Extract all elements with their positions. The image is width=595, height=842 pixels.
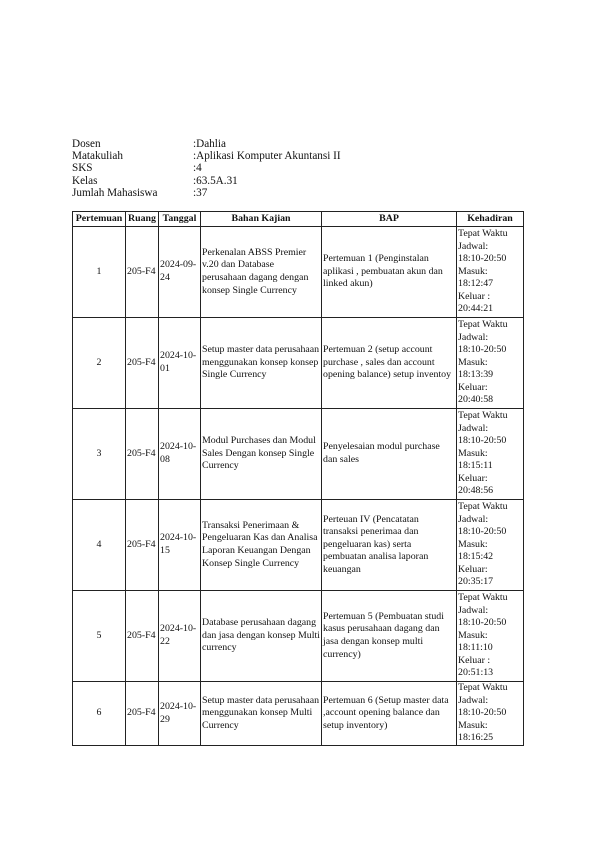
kehadiran-line: Masuk:: [458, 629, 488, 641]
info-row-sks: [72, 162, 341, 174]
cell-bahan-kajian: Perkenalan ABSS Premier v.20 dan Database perusahaan dagang dengan konsep Single Currency: [201, 227, 322, 318]
kehadiran-line: Jadwal:: [458, 422, 489, 434]
table-row: [73, 318, 524, 409]
kehadiran-line: 20:51:13: [458, 667, 494, 679]
kehadiran-line: Tepat Waktu: [458, 227, 508, 239]
header-bahan-kajian: Bahan Kajian: [201, 212, 322, 227]
kehadiran-line: Masuk:: [458, 538, 488, 550]
cell-bahan-kajian: Setup master data perusahaan menggunakan konsep Multi Currency: [201, 682, 322, 746]
info-row-jumlah-mahasiswa: [72, 187, 341, 199]
cell-kehadiran: [457, 409, 524, 500]
kehadiran-line: Jadwal:: [458, 513, 489, 525]
header-pertemuan: Pertemuan: [73, 212, 126, 227]
kehadiran-line: Masuk:: [458, 719, 488, 731]
kehadiran-line: Keluar:: [458, 381, 488, 393]
cell-ruang: 205-F4: [126, 318, 159, 409]
table-row: [73, 227, 524, 318]
cell-kehadiran: [457, 500, 524, 591]
kehadiran-line: Keluar:: [458, 563, 488, 575]
attendance-table: [72, 211, 524, 746]
kehadiran-line: 20:44:21: [458, 303, 494, 315]
table-row: [73, 682, 524, 746]
table-row: [73, 500, 524, 591]
kehadiran-line: 18:16:25: [458, 732, 494, 744]
kehadiran-line: Masuk:: [458, 356, 488, 368]
kehadiran-line: 18:10-20:50: [458, 617, 507, 629]
cell-pertemuan: 4: [73, 500, 126, 591]
cell-bap: Pertemuan 2 (setup account purchase , sales dan account opening balance) setup inventoy: [322, 318, 457, 409]
kehadiran-line: 18:13:39: [458, 369, 494, 381]
kehadiran-line: Tepat Waktu: [458, 318, 508, 330]
kehadiran-line: 18:12:47: [458, 278, 494, 290]
info-value: :Aplikasi Komputer Akuntansi II: [193, 150, 341, 163]
info-row-matakuliah: [72, 150, 341, 162]
info-label: Matakuliah: [72, 150, 123, 163]
header-kehadiran: Kehadiran: [457, 212, 524, 227]
kehadiran-line: Jadwal:: [458, 240, 489, 252]
kehadiran-line: 18:10-20:50: [458, 344, 507, 356]
kehadiran-line: Masuk:: [458, 265, 488, 277]
cell-pertemuan: 3: [73, 409, 126, 500]
table-row: [73, 409, 524, 500]
cell-tanggal: 2024-10-29: [159, 682, 201, 746]
cell-kehadiran: [457, 227, 524, 318]
cell-ruang: 205-F4: [126, 227, 159, 318]
cell-bahan-kajian: Modul Purchases dan Modul Sales Dengan konsep Single Currency: [201, 409, 322, 500]
cell-pertemuan: 2: [73, 318, 126, 409]
kehadiran-line: 18:10-20:50: [458, 707, 507, 719]
info-value: :37: [193, 186, 208, 199]
kehadiran-line: Masuk:: [458, 447, 488, 459]
info-label: Kelas: [72, 174, 98, 187]
kehadiran-line: Keluar:: [458, 472, 488, 484]
info-value: :63.5A.31: [193, 174, 238, 187]
cell-bap: Pertemuan 5 (Pembuatan studi kasus perusahaan dagang dan jasa dengan konsep multi currency): [322, 591, 457, 682]
cell-bap: Penyelesaian modul purchase dan sales: [322, 409, 457, 500]
cell-bap: Pertemuan 6 (Setup master data ,account opening balance dan setup inventory): [322, 682, 457, 746]
kehadiran-line: 18:10-20:50: [458, 253, 507, 265]
kehadiran-line: 18:15:11: [458, 460, 493, 472]
cell-pertemuan: 1: [73, 227, 126, 318]
info-value: :4: [193, 162, 202, 175]
kehadiran-line: 18:10-20:50: [458, 526, 507, 538]
kehadiran-line: Jadwal:: [458, 604, 489, 616]
cell-kehadiran: [457, 318, 524, 409]
cell-kehadiran: [457, 682, 524, 746]
info-row-kelas: [72, 175, 341, 187]
kehadiran-line: 18:10-20:50: [458, 435, 507, 447]
kehadiran-line: Keluar :: [458, 654, 491, 666]
header-tanggal: Tanggal: [159, 212, 201, 227]
info-label: Dosen: [72, 138, 101, 150]
cell-bahan-kajian: Setup master data perusahaan menggunakan konsep konsep Single Currency: [201, 318, 322, 409]
info-label: Jumlah Mahasiswa: [72, 186, 158, 199]
kehadiran-line: Tepat Waktu: [458, 682, 508, 694]
kehadiran-line: 20:48:56: [458, 485, 494, 497]
info-row-dosen: [72, 138, 341, 150]
course-info: [72, 138, 341, 199]
kehadiran-line: Tepat Waktu: [458, 591, 508, 603]
cell-bap: Perteuan IV (Pencatatan transaksi penerimaa dan pengeluaran kas) serta pembuatan analisa laporan keuangan: [322, 500, 457, 591]
kehadiran-line: Tepat Waktu: [458, 409, 508, 421]
cell-ruang: 205-F4: [126, 500, 159, 591]
kehadiran-line: 18:11:10: [458, 642, 493, 654]
header-bap: BAP: [322, 212, 457, 227]
kehadiran-line: Jadwal:: [458, 694, 489, 706]
cell-tanggal: 2024-10-22: [159, 591, 201, 682]
cell-ruang: 205-F4: [126, 409, 159, 500]
cell-tanggal: 2024-10-15: [159, 500, 201, 591]
cell-bahan-kajian: Database perusahaan dagang dan jasa dengan konsep Multi currency: [201, 591, 322, 682]
cell-pertemuan: 6: [73, 682, 126, 746]
cell-tanggal: 2024-10-08: [159, 409, 201, 500]
table-body: [73, 227, 524, 746]
header-ruang: Ruang: [126, 212, 159, 227]
cell-ruang: 205-F4: [126, 591, 159, 682]
kehadiran-line: Jadwal:: [458, 331, 489, 343]
table-header-row: [73, 212, 524, 227]
info-value: :Dahlia: [193, 138, 226, 150]
cell-tanggal: 2024-10-01: [159, 318, 201, 409]
cell-bahan-kajian: Transaksi Penerimaan & Pengeluaran Kas dan Analisa Laporan Keuangan Dengan Konsep Single Currency: [201, 500, 322, 591]
cell-bap: Pertemuan 1 (Penginstalan aplikasi , pembuatan akun dan linked akun): [322, 227, 457, 318]
cell-kehadiran: [457, 591, 524, 682]
cell-tanggal: 2024-09-24: [159, 227, 201, 318]
table-row: [73, 591, 524, 682]
kehadiran-line: Keluar :: [458, 290, 491, 302]
cell-ruang: 205-F4: [126, 682, 159, 746]
kehadiran-line: Tepat Waktu: [458, 500, 508, 512]
kehadiran-line: 20:40:58: [458, 394, 494, 406]
kehadiran-line: 18:15:42: [458, 551, 494, 563]
info-label: SKS: [72, 162, 93, 175]
kehadiran-line: 20:35:17: [458, 576, 494, 588]
cell-pertemuan: 5: [73, 591, 126, 682]
